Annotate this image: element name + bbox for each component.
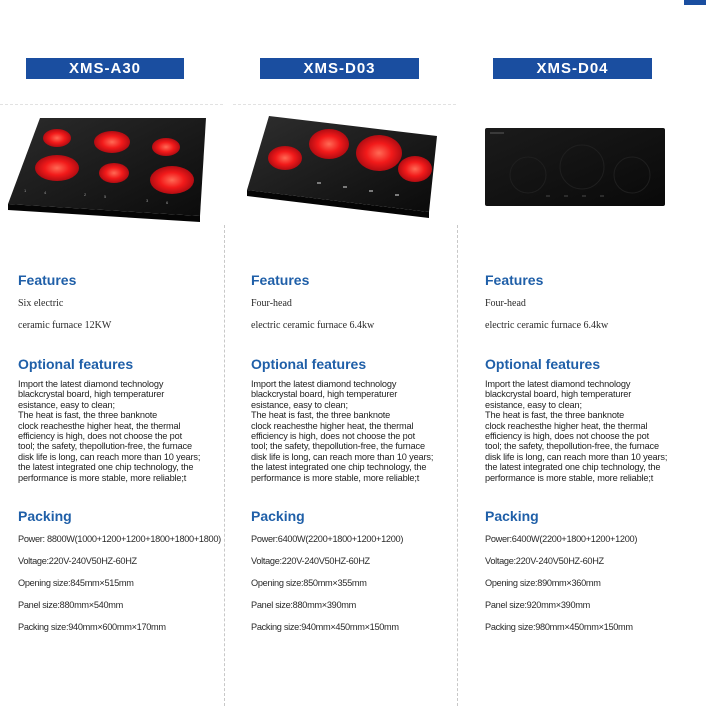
optional-features-line: The heat is fast, the three banknote	[18, 410, 158, 421]
voltage-spec: Voltage:220V-240V50HZ-60HZ	[485, 556, 604, 566]
cooktop-zone-label: 1	[24, 188, 27, 193]
optional-features-line: blackcrystal board, high temperaturer	[18, 389, 165, 400]
optional-features-text	[485, 379, 703, 483]
four-zone-ceramic-hob-photo	[247, 112, 453, 224]
optional-features-line: disk life is long, can reach more than 10 years;	[485, 451, 668, 462]
cooktop-zone-label: 4	[44, 190, 47, 195]
optional-features-line: blackcrystal board, high temperaturer	[251, 389, 398, 400]
voltage-spec: Voltage:220V-240V50HZ-60HZ	[18, 556, 137, 566]
optional-features-line: esistance, easy to clean;	[485, 399, 582, 410]
optional-features-line: tool; the safety, thepollution-free, the furnace	[485, 441, 659, 452]
optional-features-line: Import the latest diamond technology	[18, 379, 164, 389]
opening-size-spec: Opening size:845mm×515mm	[18, 578, 134, 588]
cooktop-zone-label: 2	[84, 192, 87, 197]
optional-features-line: disk life is long, can reach more than 10 years;	[251, 451, 434, 462]
panel-size-spec: Panel size:880mm×540mm	[18, 600, 123, 610]
optional-features-line: the latest integrated one chip technology, the	[18, 462, 194, 473]
optional-features-line: Import the latest diamond technology	[251, 379, 397, 389]
features-line: Four-head	[485, 298, 526, 309]
model-title-bar: XMS-A30	[26, 58, 184, 79]
optional-features-line: disk life is long, can reach more than 10 years;	[18, 451, 201, 462]
features-line: electric ceramic furnace 6.4kw	[485, 320, 609, 331]
packing-size-spec: Packing size:940mm×450mm×150mm	[251, 622, 399, 632]
optional-features-line: efficiency is high, does not choose the pot	[18, 431, 182, 442]
features-line: ceramic furnace 12KW	[18, 320, 112, 331]
features-heading: Features	[18, 272, 77, 288]
optional-features-line: The heat is fast, the three banknote	[485, 410, 625, 421]
optional-features-line: tool; the safety, thepollution-free, the furnace	[18, 441, 192, 452]
optional-features-line: The heat is fast, the three banknote	[251, 410, 391, 421]
power-spec: Power:6400W(2200+1800+1200+1200)	[485, 534, 638, 544]
packing-heading: Packing	[18, 508, 72, 524]
optional-features-line: Import the latest diamond technology	[485, 379, 631, 389]
cooktop-zone-label: 5	[104, 194, 107, 199]
optional-features-line: performance is more stable, more reliable;t	[485, 472, 654, 483]
optional-features-line: performance is more stable, more reliable;t	[251, 472, 420, 483]
voltage-spec: Voltage:220V-240V50HZ-60HZ	[251, 556, 370, 566]
optional-features-line: the latest integrated one chip technology, the	[485, 462, 661, 473]
photo-divider	[0, 104, 223, 105]
opening-size-spec: Opening size:890mm×360mm	[485, 578, 601, 588]
power-spec: Power: 8800W(1000+1200+1200+1800+1800+1800)	[18, 534, 221, 544]
optional-features-line: clock reachesthe higher heat, the thermal	[485, 420, 648, 431]
features-line: Six electric	[18, 298, 64, 309]
product-column-xms-a30	[0, 0, 223, 706]
optional-features-heading: Optional features	[485, 356, 601, 372]
panel-size-spec: Panel size:880mm×390mm	[251, 600, 356, 610]
optional-features-line: clock reachesthe higher heat, the thermal	[251, 420, 414, 431]
cooktop-zone-label: 3	[146, 198, 149, 203]
product-column-xms-d03	[233, 0, 456, 706]
opening-size-spec: Opening size:850mm×355mm	[251, 578, 367, 588]
optional-features-line: blackcrystal board, high temperaturer	[485, 389, 632, 400]
optional-features-line: efficiency is high, does not choose the pot	[251, 431, 415, 442]
optional-features-line: the latest integrated one chip technology, the	[251, 462, 427, 473]
packing-heading: Packing	[251, 508, 305, 524]
photo-divider	[233, 104, 456, 105]
optional-features-text	[18, 379, 236, 483]
features-line: Four-head	[251, 298, 292, 309]
optional-features-line: clock reachesthe higher heat, the thermal	[18, 420, 181, 431]
six-zone-ceramic-hob-photo	[6, 112, 208, 224]
packing-heading: Packing	[485, 508, 539, 524]
features-line: electric ceramic furnace 6.4kw	[251, 320, 375, 331]
optional-features-line: performance is more stable, more reliable;t	[18, 472, 187, 483]
packing-size-spec: Packing size:940mm×600mm×170mm	[18, 622, 166, 632]
optional-features-line: tool; the safety, thepollution-free, the furnace	[251, 441, 425, 452]
features-heading: Features	[251, 272, 310, 288]
optional-features-line: efficiency is high, does not choose the pot	[485, 431, 649, 442]
optional-features-text	[251, 379, 469, 483]
optional-features-heading: Optional features	[18, 356, 134, 372]
optional-features-heading: Optional features	[251, 356, 367, 372]
model-title-bar: XMS-D03	[260, 58, 419, 79]
black-glass-hob-photo	[484, 127, 666, 209]
panel-size-spec: Panel size:920mm×390mm	[485, 600, 590, 610]
model-title-bar: XMS-D04	[493, 58, 652, 79]
product-column-xms-d04	[467, 0, 706, 706]
packing-size-spec: Packing size:980mm×450mm×150mm	[485, 622, 633, 632]
features-heading: Features	[485, 272, 544, 288]
power-spec: Power:6400W(2200+1800+1200+1200)	[251, 534, 404, 544]
optional-features-line: esistance, easy to clean;	[18, 399, 115, 410]
cooktop-zone-label: 6	[166, 200, 169, 205]
optional-features-line: esistance, easy to clean;	[251, 399, 348, 410]
